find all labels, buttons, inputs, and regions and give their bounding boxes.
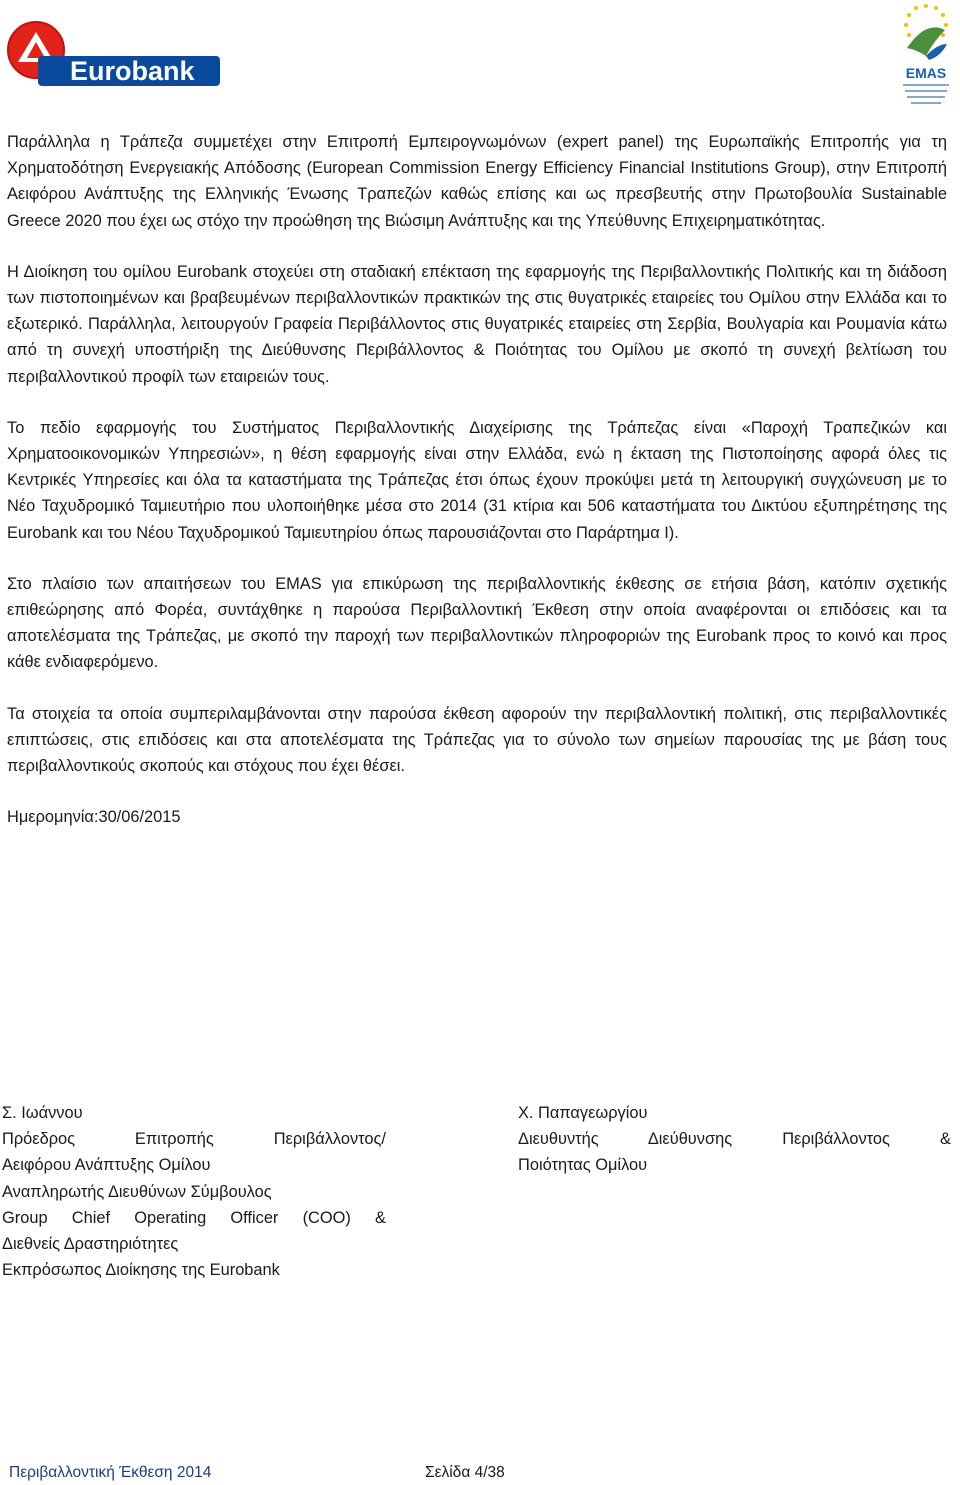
footer-report-title: Περιβαλλοντική Έκθεση 2014 [9, 1464, 212, 1481]
signature-block-right [518, 1100, 951, 1179]
signatory-title-line: Group Chief Operating Officer (COO) & [2, 1208, 386, 1227]
eurobank-logo [6, 20, 220, 88]
signatory-title-line: Ποιότητας Ομίλου [518, 1156, 648, 1175]
signatory-name: Σ. Ιωάννου [2, 1104, 83, 1122]
svg-text:EMAS: EMAS [905, 65, 947, 81]
eurobank-logo-icon [6, 20, 220, 88]
signatory-title-line: Αναπληρωτής Διευθύνων Σύμβουλος [2, 1182, 272, 1201]
signature-block-left [2, 1100, 386, 1283]
signatory-title-line: Πρόεδρος Επιτροπής Περιβάλλοντος/ [2, 1130, 386, 1149]
signatory-title-line: Διευθυντής Διεύθυνσης Περιβάλλοντος & [518, 1130, 951, 1149]
paragraph-2: Η Διοίκηση του ομίλου Eurobank στοχεύει στη σταδιακή επέκταση της εφαρμογής της Περιβαλλοντικής Πολιτικής και τη διάδοση των πιστοποιημένων και βραβευμένων περιβαλλοντικών πρακτικών της στις θυγατρικές εταιρείες του Ομίλου στην Ελλάδα και το εξωτερικό. Παράλληλα, λειτουργούν Γραφεία Περιβάλλοντος στις θυγατρικές εταιρείες στη Σερβία, Βουλγαρία και Ρουμανία κάτω από τη συνεχή υποστήριξη της Διεύθυνσης Περιβάλλοντος & Ποιότητας του Ομίλου με σκοπό τη συνεχή βελτίωση του περιβαλλοντικού προφίλ των εταιρειών τους. [7, 262, 947, 386]
paragraph-3: Το πεδίο εφαρμογής του Συστήματος Περιβαλλοντικής Διαχείρισης της Τράπεζας είναι «Παροχή Τραπεζικών και Χρηματοοικονομικών Υπηρεσιών», η θέση εφαρμογής είναι στην Ελλάδα, ενώ η έκταση της Πιστοποίησης αφορά όλες τις Κεντρικές Υπηρεσίες και όλα τα καταστήματα της Τράπεζας έτσι όπως έχουν προκύψει μετά τη λειτουργική συγχώνευση με το Νέο Ταχυδρομικό Ταμιευτήριο που υλοποιήθηκε μέσα στο 2014 (31 κτίρια και 506 καταστήματα του Δικτύου εξυπηρέτησης της Eurobank και του Νέου Ταχυδρομικού Ταμιευτηρίου όπως παρουσιάζονται στο Παράρτημα Ι). [7, 418, 947, 542]
emas-logo-icon [893, 0, 959, 116]
signatory-title-line: Διεθνείς Δραστηριότητες [2, 1235, 179, 1254]
signatory-title-line: Αειφόρου Ανάπτυξης Ομίλου [2, 1156, 211, 1175]
footer-page-number: Σελίδα 4/38 [425, 1464, 505, 1481]
emas-logo [893, 0, 959, 116]
paragraph-5: Τα στοιχεία τα οποία συμπεριλαμβάνονται στην παρούσα έκθεση αφορούν την περιβαλλοντική πολιτική, στις περιβαλλοντικές επιπτώσεις, στις επιδόσεις και στα αποτελέσματα της Τράπεζας για το σύνολο των σημείων παρουσίας της με βάση τους περιβαλλοντικούς σκοπούς και στόχους που έχει θέσει. [7, 704, 947, 776]
svg-text:Eurobank: Eurobank [70, 56, 195, 86]
document-body [7, 129, 947, 830]
document-date: Ημερομηνία:30/06/2015 [7, 808, 181, 827]
signatory-name: Χ. Παπαγεωργίου [518, 1104, 648, 1122]
signatory-title-line: Εκπρόσωπος Διοίκησης της Eurobank [2, 1261, 280, 1280]
paragraph-1: Παράλληλα η Τράπεζα συμμετέχει στην Επιτροπή Εμπειρογνωμόνων (expert panel) της Ευρωπαϊκής Επιτροπής για τη Χρηματοδότηση Ενεργειακής Απόδοσης (European Commission Energy Efficiency Financial Institutions Group), στην Επιτροπή Αειφόρου Ανάπτυξης της Ελληνικής Ένωσης Τραπεζών καθώς επίσης και ως πρεσβευτής στην Πρωτοβουλία Sustainable Greece 2020 που έχει ως στόχο την προώθηση της Βιώσιμη Ανάπτυξης και της Υπεύθυνης Επιχειρηματικότητας. [7, 133, 947, 230]
paragraph-4: Στο πλαίσιο των απαιτήσεων του EMAS για επικύρωση της περιβαλλοντικής έκθεσης σε ετήσια βάση, κατόπιν σχετικής επιθεώρησης από Φορέα, συντάχθηκε η παρούσα Περιβαλλοντική Έκθεση στην οποία αναφέρονται οι επιδόσεις και τα αποτελέσματα της Τράπεζας, με σκοπό την παροχή των περιβαλλοντικών πληροφοριών της Eurobank προς το κοινό και προς κάθε ενδιαφερόμενο. [7, 574, 947, 672]
